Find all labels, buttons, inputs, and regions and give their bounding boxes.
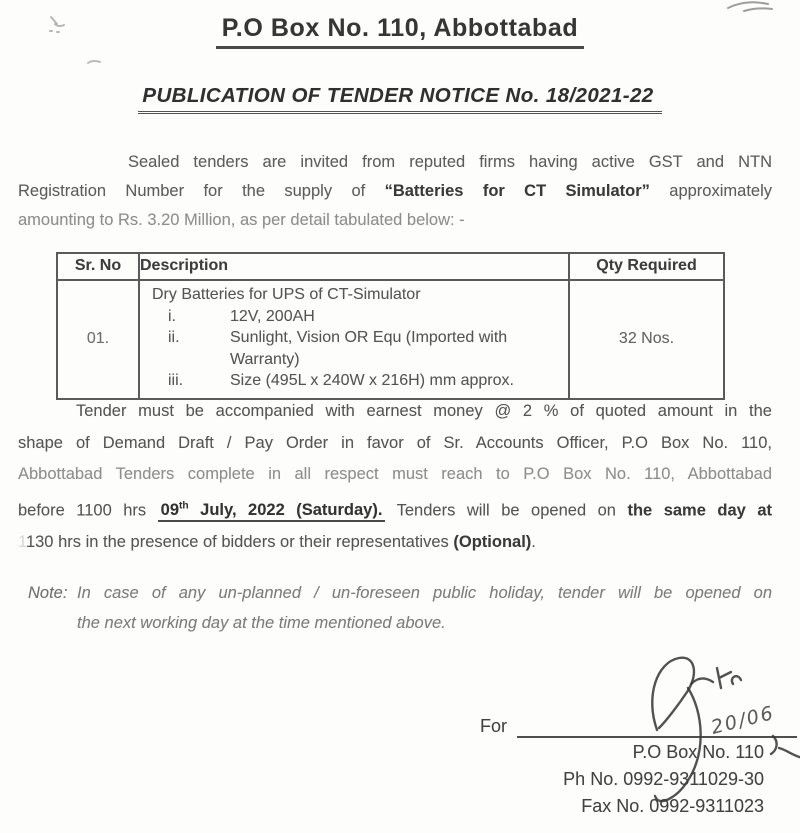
description-title: Dry Batteries for UPS of CT-Simulator — [152, 286, 421, 303]
row-qty: 32 Nos. — [618, 330, 675, 348]
notice-heading: PUBLICATION OF TENDER NOTICE No. 18/2021-22 — [138, 84, 661, 114]
intro-paragraph — [18, 148, 772, 235]
tender-deadline-date — [158, 501, 386, 522]
row-sr-no: 01. — [58, 281, 140, 398]
col-header-sr-no: Sr. No — [58, 254, 140, 279]
tender-items-table — [56, 252, 725, 400]
signature-office: P.O Box No. 110 — [632, 742, 764, 762]
date-ordinal: th — [179, 500, 189, 512]
intro-line-2 — [18, 177, 772, 206]
intro-line-1: Sealed tenders are invited from reputed firms having active GST and NTN — [128, 153, 772, 171]
terms-line-4-bold: the same day at — [627, 501, 772, 519]
date-day: 09 — [160, 501, 180, 519]
intro-line-2-bold: “Batteries for CT Simulator” — [384, 182, 650, 200]
item-text: 12V, 200AH — [230, 307, 315, 325]
terms-line-5-main: 130 hrs in the presence of bidders or their representatives — [25, 532, 449, 551]
note-label: Note: — [28, 584, 68, 602]
signature-rule — [517, 716, 797, 738]
item-marker: ii. — [168, 329, 180, 346]
col-header-description: Description — [140, 254, 570, 279]
terms-line-5-bold: (Optional) — [453, 532, 532, 551]
terms-line-4 — [18, 491, 772, 527]
terms-line-4-mid: Tenders will be opened on — [396, 501, 616, 519]
table-header-row — [58, 254, 723, 281]
intro-line-2-pre: Registration Number for the supply of — [18, 182, 366, 200]
item-marker: i. — [168, 307, 176, 325]
col-header-qty: Qty Required — [596, 257, 697, 274]
description-item — [152, 370, 556, 392]
terms-line-2: shape of Demand Draft / Pay Order in favor of Sr. Accounts Officer, P.O Box No. 110, — [18, 433, 772, 452]
note-block — [18, 578, 772, 638]
terms-line-3: Abbottabad Tenders complete in all respect must reach to P.O Box No. 110, Abbottabad — [18, 465, 772, 483]
table-row — [58, 281, 723, 398]
terms-line-4-pre: before 1100 hrs — [18, 501, 147, 519]
page-title: P.O Box No. 110, Abbottabad — [216, 14, 585, 49]
handwritten-date: 20/06 — [708, 701, 778, 739]
terms-line-5-faint: 1 — [18, 532, 26, 551]
item-text: Size (495L x 240W x 216H) mm approx. — [230, 372, 514, 389]
for-label: For — [480, 716, 507, 736]
note-line-2: the next working day at the time mentioned above. — [77, 614, 446, 632]
terms-line-1: Tender must be accompanied with earnest money @ 2 % of quoted amount in the — [76, 402, 772, 420]
note-line-1: In case of any un-planned / un-foreseen public holiday, tender will be opened on — [77, 584, 772, 602]
intro-line-2-post: approximately — [669, 182, 772, 200]
scan-artifact-topright — [724, 0, 780, 14]
description-item — [152, 327, 556, 370]
terms-paragraph — [18, 396, 772, 558]
for-signature-line — [455, 716, 797, 738]
signature-phone: Ph No. 0992-9311029-30 — [563, 769, 764, 789]
item-text: Sunlight, Vision OR Equ (Imported with Warranty) — [230, 329, 508, 368]
signature-block — [455, 701, 797, 819]
description-item — [152, 306, 556, 328]
date-rest: July, 2022 (Saturday). — [188, 501, 383, 519]
item-marker: iii. — [168, 372, 184, 389]
signature-fax: Fax No. 0992-9311023 — [581, 796, 764, 816]
row-description — [150, 281, 568, 398]
intro-line-3: amounting to Rs. 3.20 Million, as per detail tabulated below: - — [18, 211, 465, 229]
terms-line-5 — [18, 527, 772, 559]
scan-artifact-dot — [86, 58, 102, 66]
terms-line-5-end: . — [531, 532, 536, 551]
